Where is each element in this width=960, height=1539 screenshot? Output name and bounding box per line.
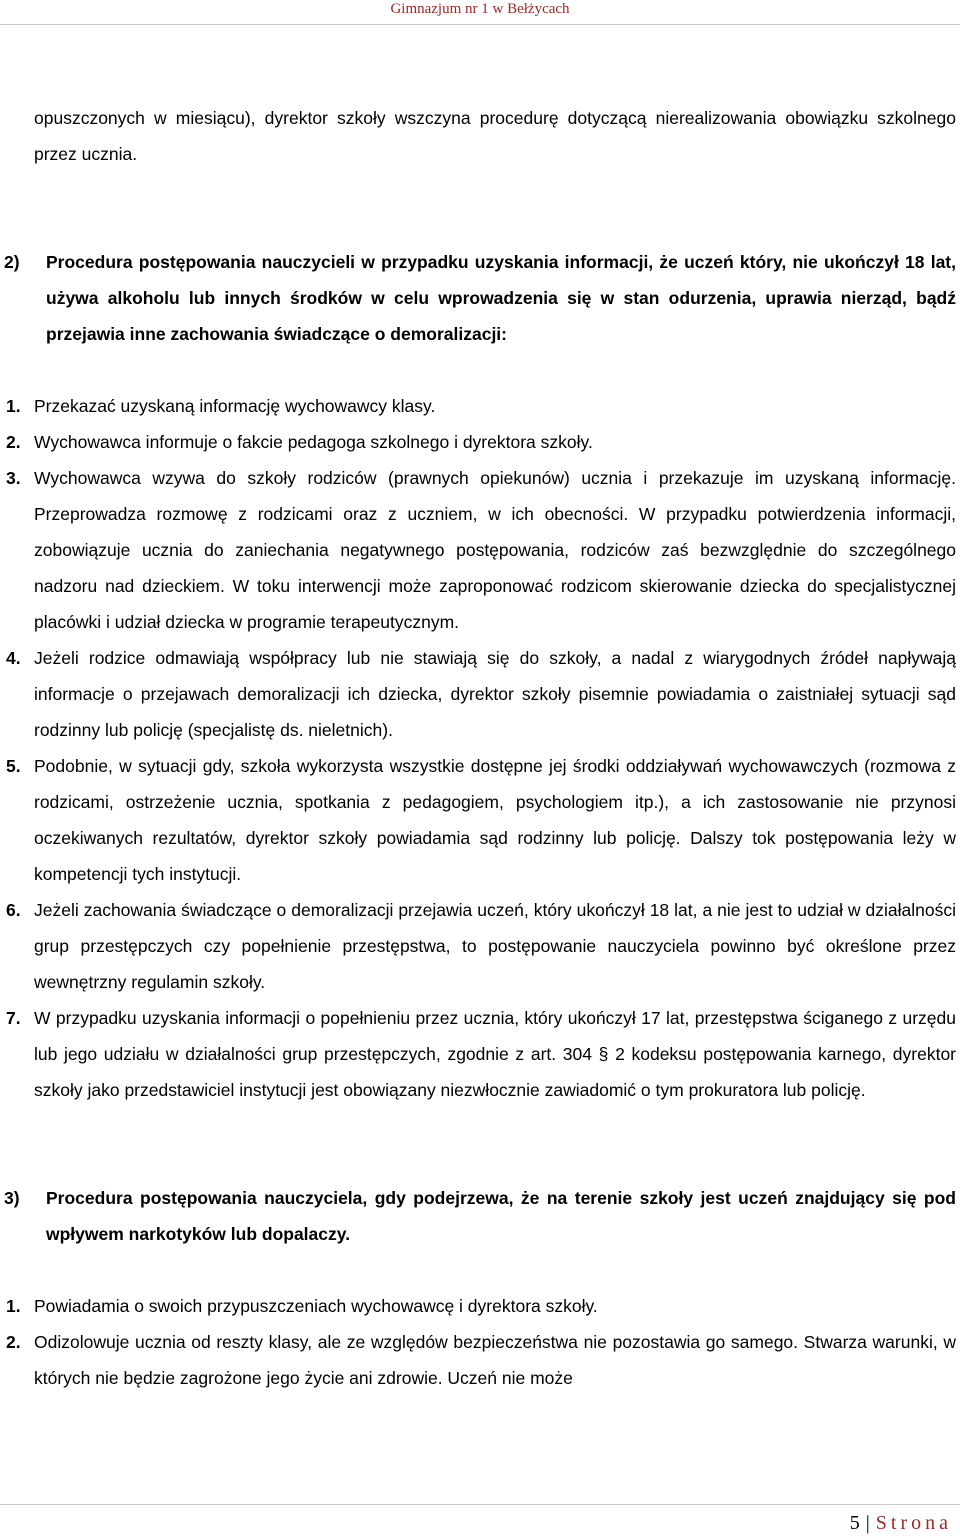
section-number: 2) [4,252,20,272]
list-item [6,1324,956,1396]
intro-paragraph: opuszczonych w miesiącu), dyrektor szkoły wszczyna procedurę dotyczącą nierealizowania obowiązku szkolnego przez ucznia. [34,108,956,164]
list-item [6,640,956,748]
list-item-text: Wychowawca informuje o fakcie pedagoga szkolnego i dyrektora szkoły. [34,432,593,452]
list-item-number: 4. [6,648,21,668]
list-item-text: Odizolowuje ucznia od reszty klasy, ale ze względów bezpieczeństwa nie pozostawia go samego. Stwarza warunki, w których nie będzie zagrożone jego życie ani zdrowie. Uczeń nie może [34,1332,956,1388]
page-label: Strona [875,1512,952,1534]
list-item-number: 1. [6,1296,21,1316]
footer-separator: | [865,1512,870,1534]
footer-divider [0,1504,960,1505]
section-3-list [6,1288,956,1396]
list-item [6,388,956,424]
list-item-text: Podobnie, w sytuacji gdy, szkoła wykorzysta wszystkie dostępne jej środki oddziaływań wychowawczych (rozmowa z rodzicami, ostrzeżenie ucznia, spotkania z pedagogiem, psychologiem itp.), a ich zastosowanie nie przynosi oczekiwanych rezultatów, dyrektor szkoły powiadamia sąd rodzinny lub policję. Dalszy tok postępowania leży w kompetencji tych instytucji. [34,756,956,884]
list-item-number: 5. [6,756,21,776]
list-item-text: Przekazać uzyskaną informację wychowawcy klasy. [34,396,436,416]
page-footer [850,1512,952,1535]
page-header: Gimnazjum nr 1 w Bełżycach [390,1,570,17]
section-2-heading [4,244,956,352]
list-item-number: 3. [6,468,21,488]
list-item-text: W przypadku uzyskania informacji o popełnieniu przez ucznia, który ukończył 17 lat, przestępstwa ściganego z urzędu lub jego udziału w działalności grup przestępczych, zgodnie z art. 304 § 2 kodeksu postępowania karnego, dyrektor szkoły jako przedstawiciel instytucji jest obowiązany niezwłocznie zawiadomić o tym prokuratora lub policję. [34,1008,956,1100]
list-item [6,460,956,640]
list-item-text: Powiadamia o swoich przypuszczeniach wychowawcę i dyrektora szkoły. [34,1296,598,1316]
document-body [4,100,956,1396]
list-item [6,748,956,892]
section-2-list [6,388,956,1108]
list-item [6,1000,956,1108]
header-divider [0,24,960,25]
list-item-text: Jeżeli rodzice odmawiają współpracy lub nie stawiają się do szkoły, a nadal z wiarygodnych źródeł napływają informacje o przejawach demoralizacji ich dziecka, dyrektor szkoły pisemnie powiadamia o zaistniałej sytuacji sąd rodzinny lub policję (specjalistę ds. nieletnich). [34,648,956,740]
list-item [6,892,956,1000]
list-item-number: 7. [6,1008,21,1028]
list-item-number: 2. [6,432,21,452]
section-number: 3) [4,1188,20,1208]
list-item-text: Jeżeli zachowania świadczące o demoralizacji przejawia uczeń, który ukończył 18 lat, a nie jest to udział w działalności grup przestępczych czy popełnienie przestępstwa, to postępowanie nauczyciela powinno być określone przez wewnętrzny regulamin szkoły. [34,900,956,992]
section-title: Procedura postępowania nauczycieli w przypadku uzyskania informacji, że uczeń który, nie ukończył 18 lat, używa alkoholu lub innych środków w celu wprowadzenia się w stan odurzenia, uprawia nierząd, bądź przejawia inne zachowania świadczące o demoralizacji: [46,252,956,344]
section-title: Procedura postępowania nauczyciela, gdy podejrzewa, że na terenie szkoły jest uczeń znajdujący się pod wpływem narkotyków lub dopalaczy. [46,1188,956,1244]
page-number: 5 [849,1512,860,1534]
section-3-heading [4,1180,956,1252]
list-item-number: 2. [6,1332,21,1352]
list-item [6,424,956,460]
list-item-text: Wychowawca wzywa do szkoły rodziców (prawnych opiekunów) ucznia i przekazuje im uzyskaną informację. Przeprowadza rozmowę z rodzicami oraz z uczniem, w ich obecności. W przypadku potwierdzenia informacji, zobowiązuje ucznia do zaniechania negatywnego postępowania, rodziców zaś bezwzględnie do szczególnego nadzoru nad dzieckiem. W toku interwencji może zaproponować rodzicom skierowanie dziecka do specjalistycznej placówki i udział dziecka w programie terapeutycznym. [34,468,956,632]
list-item [6,1288,956,1324]
list-item-number: 1. [6,396,21,416]
list-item-number: 6. [6,900,21,920]
